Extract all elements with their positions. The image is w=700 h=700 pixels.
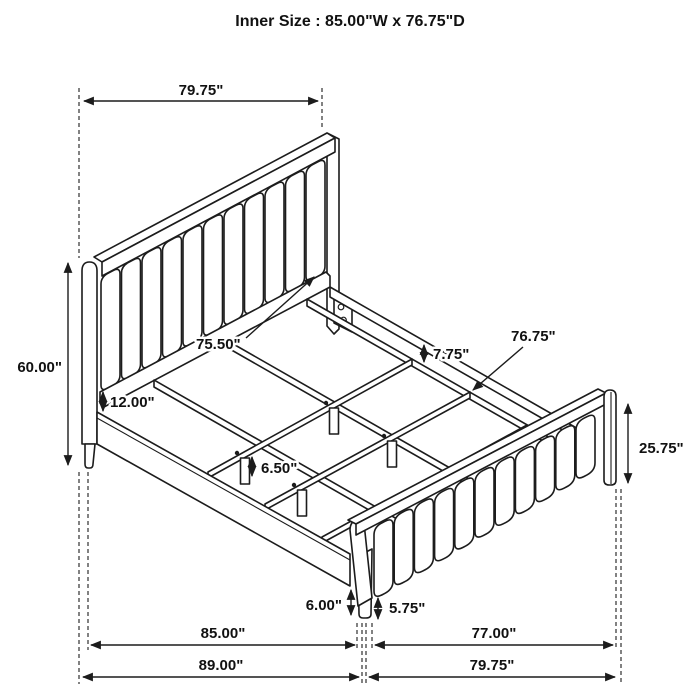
dim-label-inner-length: 85.00" bbox=[200, 625, 246, 642]
headboard-left-post bbox=[82, 262, 97, 444]
channel-tuft bbox=[286, 171, 305, 291]
dim-label-footboard-width: 79.75" bbox=[469, 657, 515, 674]
channel-tuft bbox=[183, 226, 202, 346]
dim-label-inner-width: 75.50" bbox=[196, 336, 241, 353]
channel-tuft bbox=[435, 488, 454, 560]
dim-footboard-clearance bbox=[378, 598, 425, 619]
slat-leg bbox=[330, 408, 339, 434]
channel-tuft bbox=[245, 193, 264, 313]
dim-footboard-width bbox=[369, 657, 615, 677]
side-rail-board bbox=[97, 412, 350, 586]
channel-tuft bbox=[204, 215, 223, 335]
channel-tuft bbox=[576, 415, 595, 478]
right-side-rail bbox=[330, 287, 580, 440]
channel-tuft bbox=[394, 509, 413, 584]
slat-leg bbox=[388, 441, 397, 467]
channel-tuft bbox=[556, 426, 575, 490]
channel-tuft bbox=[265, 182, 284, 302]
dowel-dot bbox=[324, 401, 328, 405]
dim-label-overall-height: 60.00" bbox=[17, 359, 62, 376]
dim-label-overall-length: 89.00" bbox=[198, 657, 244, 674]
dim-rail-height bbox=[103, 392, 155, 411]
dim-overall-length bbox=[83, 657, 359, 677]
dim-label-footboard-height: 25.75" bbox=[639, 440, 684, 457]
headboard-left-leg bbox=[85, 444, 95, 468]
support-rail bbox=[307, 299, 557, 449]
slat bbox=[208, 359, 412, 478]
dim-footboard-height bbox=[628, 404, 684, 483]
channel-tuft bbox=[122, 258, 141, 378]
dim-leg-height bbox=[252, 457, 297, 477]
bed-illustration bbox=[82, 133, 616, 618]
channel-tuft bbox=[495, 457, 514, 525]
channel-tuft bbox=[163, 237, 182, 357]
channel-tuft bbox=[306, 160, 325, 280]
dim-clearance bbox=[306, 590, 351, 615]
dim-inner-length bbox=[91, 625, 355, 645]
dim-footboard-inner bbox=[375, 625, 613, 645]
side-rail-lip bbox=[97, 418, 350, 560]
channel-tuft bbox=[101, 269, 120, 389]
slat-leg bbox=[241, 458, 250, 484]
dowel-dot bbox=[292, 483, 296, 487]
dowel-dot bbox=[382, 434, 386, 438]
inner-size-title: Inner Size : 85.00"W x 76.75"D bbox=[235, 13, 465, 30]
dim-label-rail-height: 12.00" bbox=[110, 394, 155, 411]
dim-label-rail-gap: 7.75" bbox=[433, 346, 470, 363]
slat-leg bbox=[298, 490, 307, 516]
slat bbox=[265, 392, 470, 510]
channel-tuft bbox=[142, 248, 161, 368]
dim-label-inner-depth: 76.75" bbox=[511, 328, 556, 345]
channel-tuft bbox=[455, 478, 474, 549]
footboard-right-post bbox=[604, 390, 616, 485]
side-rail bbox=[97, 412, 350, 586]
dim-label-headboard-width: 79.75" bbox=[178, 82, 224, 99]
dowel-dot bbox=[235, 451, 239, 455]
channel-tuft bbox=[536, 436, 555, 501]
channel-tuft bbox=[374, 520, 393, 596]
dim-label-footboard-inner: 77.00" bbox=[471, 625, 517, 642]
channel-tuft bbox=[475, 468, 494, 538]
dim-label-leg-height: 6.50" bbox=[261, 460, 298, 477]
dim-label-footboard-clearance: 5.75" bbox=[389, 600, 426, 617]
dim-label-clearance: 6.00" bbox=[305, 597, 342, 614]
channel-tuft bbox=[414, 499, 433, 573]
channel-tuft bbox=[224, 204, 243, 324]
footboard bbox=[348, 389, 616, 618]
channel-tuft bbox=[515, 447, 534, 514]
dim-overall-height bbox=[17, 263, 68, 465]
